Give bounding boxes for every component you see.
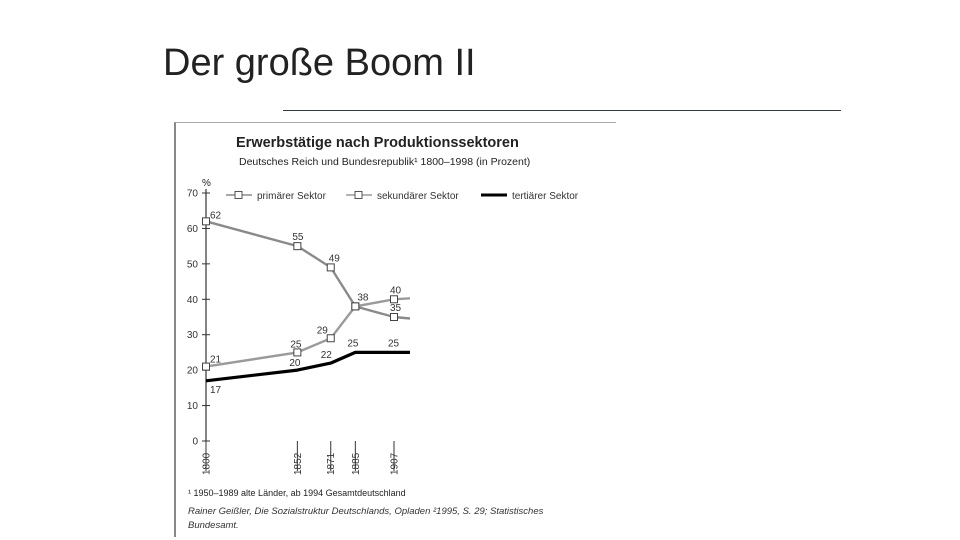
data-point (294, 243, 301, 250)
data-label: 22 (320, 350, 332, 362)
data-point (391, 296, 398, 303)
y-axis (187, 189, 210, 448)
x-tick-label: 1852 (292, 452, 304, 475)
data-label: 21 (210, 354, 222, 366)
line-chart (176, 123, 616, 537)
footnote: ¹ 1950–1989 alte Länder, ab 1994 Gesamtdeutschland (188, 488, 406, 498)
data-label: 62 (210, 210, 222, 222)
source-line-1: Rainer Geißler, Die Sozialstruktur Deutschlands, Opladen ²1995, S. 29; Statistisches (188, 506, 544, 517)
y-tick-label: 0 (192, 436, 198, 448)
y-tick-label: 60 (186, 223, 198, 235)
data-label: 20 (289, 358, 301, 370)
data-point (391, 314, 398, 321)
x-tick-label: 1907 (389, 452, 401, 475)
title-divider (283, 110, 841, 111)
y-axis-unit-label: % (202, 178, 211, 189)
series-layer (203, 210, 411, 395)
legend-marker (355, 192, 362, 199)
data-label: 55 (292, 232, 304, 244)
chart-title: Erwerbstätige nach Produktionssektoren (236, 135, 519, 151)
data-point (203, 363, 210, 370)
data-label: 29 (316, 325, 328, 337)
slide-title: Der große Boom II (163, 42, 476, 84)
series-line (206, 221, 410, 318)
data-label: 25 (290, 339, 302, 351)
data-label: 49 (328, 253, 340, 265)
legend-marker (235, 192, 242, 199)
data-label: 25 (388, 338, 400, 350)
legend (226, 191, 579, 202)
y-tick-label: 40 (186, 294, 198, 306)
chart-subtitle: Deutsches Reich und Bundesrepublik¹ 1800–1998 (in Prozent) (239, 156, 531, 168)
data-label: 40 (390, 285, 402, 297)
x-tick-label: 1800 (201, 452, 213, 475)
data-label: 17 (210, 384, 222, 396)
legend-label: tertiärer Sektor (512, 191, 579, 202)
source-line-2: Bundesamt. (188, 520, 239, 531)
x-tick-label: 1885 (350, 452, 362, 475)
data-point (203, 218, 210, 225)
y-tick-label: 30 (186, 330, 198, 342)
y-tick-label: 20 (186, 365, 198, 377)
series-line (206, 352, 410, 380)
data-label: 35 (390, 303, 402, 314)
series-line (206, 298, 410, 366)
x-tick-label: 1871 (326, 452, 338, 475)
data-label: 38 (357, 292, 369, 304)
chart-figure (174, 122, 616, 537)
data-label: 25 (347, 338, 359, 350)
x-axis (202, 441, 401, 475)
data-point (327, 264, 334, 271)
y-tick-label: 50 (186, 259, 198, 271)
y-tick-label: 10 (186, 401, 198, 413)
legend-label: primärer Sektor (257, 191, 326, 202)
data-point (352, 303, 359, 310)
data-point (327, 335, 334, 342)
legend-label: sekundärer Sektor (377, 191, 459, 202)
y-tick-label: 70 (186, 188, 198, 200)
